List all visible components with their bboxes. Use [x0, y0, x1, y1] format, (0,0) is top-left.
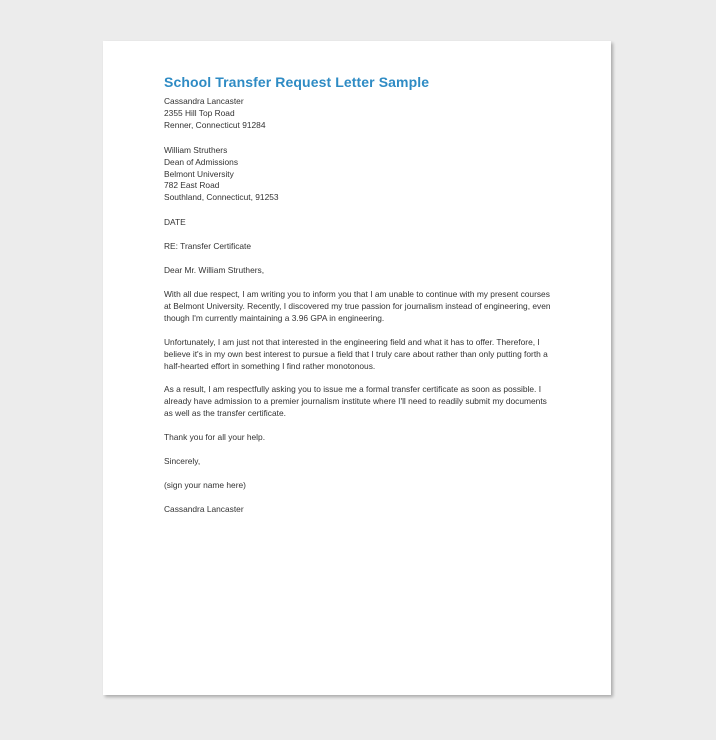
recipient-address-block: [164, 145, 554, 205]
recipient-address-line: Belmont University: [164, 168, 234, 179]
body-paragraph: Unfortunately, I am just not that interested in the engineering field and what it has to offer. Therefore, I believe it's in my own best interest to pursue a field that I truly care about rather than only putting forth a half-hearted effort in something I find rather monotonous.: [164, 336, 548, 371]
sender-address-line: Renner, Connecticut 91284: [164, 119, 266, 130]
recipient-address-line: William Struthers: [164, 144, 228, 155]
thanks-line: Thank you for all your help.: [164, 432, 266, 443]
date-line: DATE: [164, 217, 186, 228]
sender-address-line: 2355 Hill Top Road: [164, 107, 235, 118]
body-paragraph: With all due respect, I am writing you to inform you that I am unable to continue with my present courses at Belmont University. Recently, I discovered my true passion for journalism instead of engineering, even though I'm currently maintaining a 3.96 GPA in engineering.: [164, 288, 551, 323]
closing-line: Sincerely,: [164, 456, 201, 467]
signature-name: Cassandra Lancaster: [164, 503, 244, 514]
sender-address-block: [164, 96, 554, 132]
page-title: School Transfer Request Letter Sample: [164, 74, 430, 90]
recipient-address-line: Dean of Admissions: [164, 156, 239, 167]
subject-line: RE: Transfer Certificate: [164, 241, 252, 252]
salutation: Dear Mr. William Struthers,: [164, 265, 265, 276]
recipient-address-line: 782 East Road: [164, 180, 220, 191]
body-paragraph: As a result, I am respectfully asking you to issue me a formal transfer certificate as soon as possible. I already have admission to a premier journalism institute where I'll need to readily submit my documents as well as the transfer certificate.: [164, 384, 547, 419]
recipient-address-line: Southland, Connecticut, 91253: [164, 192, 279, 203]
document-page: [103, 41, 611, 695]
sender-address-line: Cassandra Lancaster: [164, 96, 244, 106]
signature-placeholder: (sign your name here): [164, 479, 246, 490]
letter-content: [164, 74, 554, 528]
